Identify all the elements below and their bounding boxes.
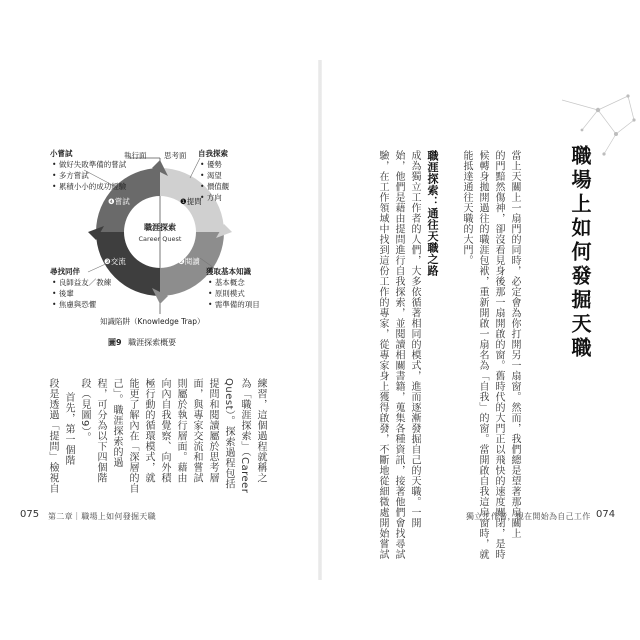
segment-label-question: ❶提問 xyxy=(180,197,202,206)
intro-column: 能抵達通往天職的大門。 xyxy=(461,150,472,266)
diagram-center-subtitle: Career Quest xyxy=(138,235,182,243)
group-item: • 累積小小的成功經驗 xyxy=(52,182,127,191)
chapter-title: 職場上如何發掘天職 xyxy=(568,145,592,361)
group-title-basic-knowledge: 獲取基本知識 xyxy=(206,267,251,276)
body-column: Quest）。探索過程包括 xyxy=(223,378,234,489)
body-column: 則屬於執行層面。藉由 xyxy=(175,378,186,483)
group-title-find-peers: 尋找同伴 xyxy=(50,267,80,276)
group-title-self-explore: 自我探索 xyxy=(198,149,228,158)
group-item: • 後輩 xyxy=(52,289,74,298)
group-item: • 原則模式 xyxy=(208,289,245,298)
group-item: • 多方嘗試 xyxy=(52,171,89,180)
body-column: 段是透過「提問」檢視自 xyxy=(47,378,58,494)
page-number-right: 074 xyxy=(596,509,616,520)
group-item: • 優勢 xyxy=(200,160,222,169)
axis-label-thinking: 思考面 xyxy=(164,151,187,160)
group-item: • 良師益友／教練 xyxy=(52,278,112,287)
axis-label-execution: 執行面 xyxy=(124,151,147,160)
group-item: • 方向 xyxy=(200,193,222,202)
running-head-right: 獨立工作者，現在開始為自己工作 xyxy=(466,512,591,521)
section-column: 驗，在工作領域中找到這份工作的專家，從專家身上獲得啟發，不斷地從細微處開始嘗試 xyxy=(377,150,388,560)
body-column: 段（見圖9）。 xyxy=(79,378,90,443)
group-item: • 做好失敗準備的嘗試 xyxy=(52,160,127,169)
figure-caption-text: 職涯探索概要 xyxy=(128,338,177,347)
body-column: 面，與專家交流和嘗試 xyxy=(191,378,202,483)
segment-label-exchange: ❸交流 xyxy=(104,257,126,266)
group-item: • 需準備的項目 xyxy=(208,300,260,309)
body-column: 己」。職涯探索的過 xyxy=(111,378,122,468)
group-item: • 價值觀 xyxy=(200,182,230,191)
body-column: 向內自我覺察、向外積 xyxy=(159,378,170,483)
intro-column: 的門黯然傷神，卻沒看見身後那一扇開啟的窗。舊時代的大門正以飛快的速度關閉，是時 xyxy=(493,150,504,560)
section-heading: 職涯探索：通往天職之路 xyxy=(426,150,439,277)
section-column: 成為獨立工作者的人們，大多依循著相同的模式，進而逐漸發掘自己的天職。一開 xyxy=(409,150,420,528)
body-column: 能更了解內在「深層的自 xyxy=(127,378,138,494)
body-column: 程，可分為以下四個階 xyxy=(95,378,106,483)
group-item: • 渴望 xyxy=(200,171,222,180)
intro-column: 候轉身拋開過往的職涯包袱，重新開啟一扇名為「自我」的窗。當開啟自我這扇窗時，就 xyxy=(477,150,488,560)
group-item: • 基本概念 xyxy=(208,278,245,287)
running-head-left: 第二章｜職場上如何發掘天職 xyxy=(48,512,156,521)
diagram-bottom-label: 知識陷阱（Knowledge Trap） xyxy=(100,317,205,326)
figure-number: 圖9 xyxy=(108,338,122,347)
body-column: 極行動的循環模式，就 xyxy=(143,378,154,483)
page-number-left: 075 xyxy=(20,509,40,520)
group-title-small-try: 小嘗試 xyxy=(50,149,73,158)
diagram-center-title: 職涯探索 xyxy=(144,223,176,232)
segment-label-reading: ❷閱讀 xyxy=(178,257,200,266)
body-column: 提問和閱讀屬於思考層 xyxy=(207,378,218,483)
intro-column: 當上天關上一扇門的同時，必定會為你打開另一扇窗。然而，我們總是望著那扇關上 xyxy=(509,150,520,539)
segment-label-try: ❹嘗試 xyxy=(108,197,130,206)
body-column: 為「職涯探索」（Career xyxy=(239,378,250,494)
group-item: • 焦慮與恐懼 xyxy=(52,300,97,309)
section-column: 始，他們是藉由提問進行自我探索，並閱讀相關書籍，蒐集各種資訊，接著他們會找尋試 xyxy=(393,150,404,560)
body-column: 首先，第一個階 xyxy=(63,392,74,466)
body-column: 練習，這個過程就稱之 xyxy=(255,378,266,483)
